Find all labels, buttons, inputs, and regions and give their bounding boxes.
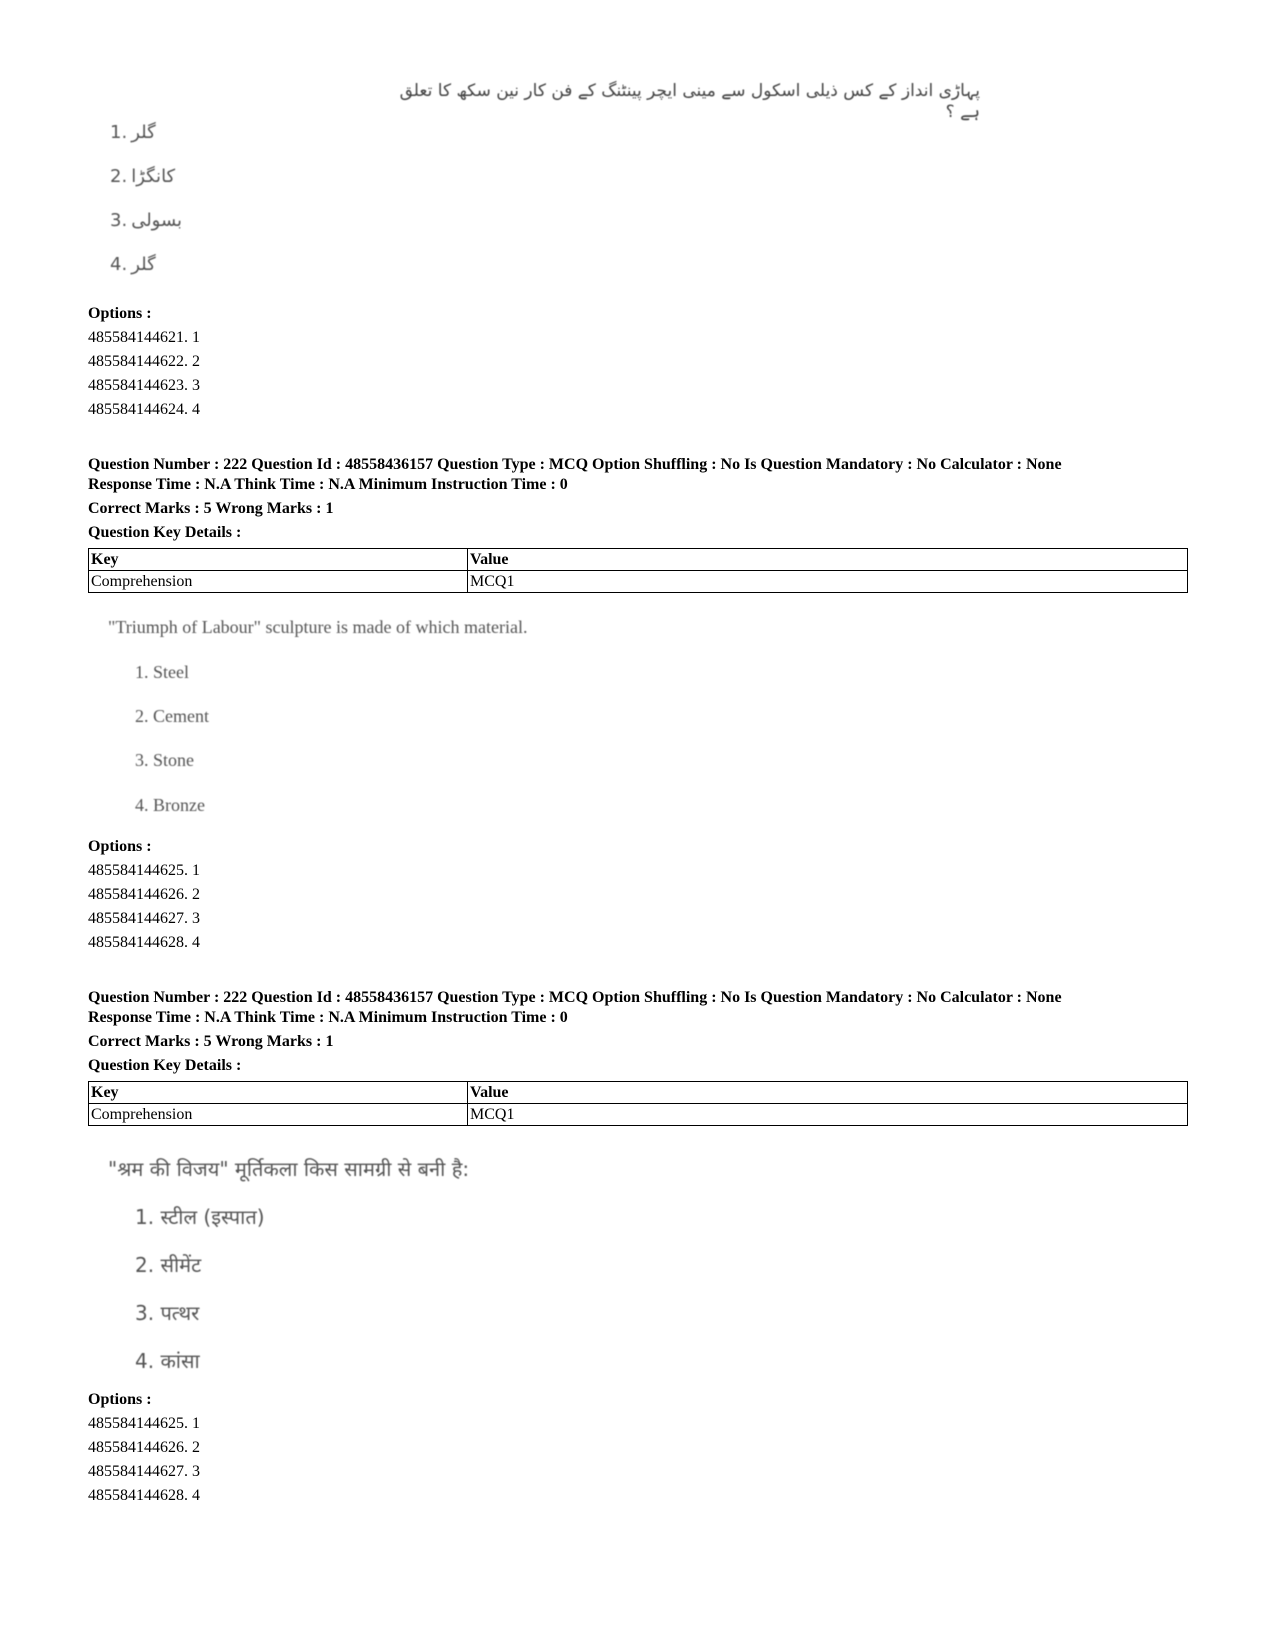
hindi-option: 4. कांसा	[135, 1349, 200, 1373]
option-id-line: 485584144626. 2	[88, 886, 200, 903]
option-id-line: 485584144621. 1	[88, 329, 200, 346]
urdu-option-3	[110, 210, 182, 231]
table-header-value: Value	[468, 549, 1188, 571]
hindi-option: 3. पत्थर	[135, 1301, 200, 1325]
question-key-table	[88, 1081, 1188, 1126]
hindi-option: 2. सीमेंट	[135, 1253, 202, 1277]
table-cell-key: Comprehension	[89, 571, 468, 593]
urdu-option-number: 4.	[110, 254, 128, 275]
urdu-option-1	[110, 122, 156, 143]
options-label: Options :	[88, 838, 152, 855]
hindi-question-text: "श्रम की विजय" मूर्तिकला किस सामग्री से बनी है:	[108, 1157, 470, 1181]
table-header-row	[89, 549, 1188, 571]
english-option: 4. Bronze	[135, 795, 205, 815]
table-header-row	[89, 1082, 1188, 1104]
question-meta-line: Question Number : 222 Question Id : 48558436157 Question Type : MCQ Option Shuffling : No Is Question Mandatory : No Calculator : None	[88, 989, 1062, 1006]
option-id-line: 485584144628. 4	[88, 1487, 200, 1504]
english-option: 1. Steel	[135, 662, 189, 682]
option-id-line: 485584144628. 4	[88, 934, 200, 951]
english-option: 2. Cement	[135, 706, 209, 726]
urdu-option-2	[110, 166, 175, 187]
question-timing-line: Response Time : N.A Think Time : N.A Minimum Instruction Time : 0	[88, 476, 568, 493]
table-cell-value: MCQ1	[468, 571, 1188, 593]
option-id-line: 485584144627. 3	[88, 1463, 200, 1480]
table-header-key: Key	[89, 1082, 468, 1104]
table-cell-key: Comprehension	[89, 1104, 468, 1126]
urdu-option-text: بسولی	[131, 210, 183, 231]
urdu-option-text: گلر	[131, 254, 156, 275]
english-question-text: "Triumph of Labour" sculpture is made of which material.	[108, 617, 528, 637]
options-label: Options :	[88, 1391, 152, 1408]
english-option: 3. Stone	[135, 750, 195, 770]
urdu-option-4	[110, 254, 156, 275]
option-id-line: 485584144626. 2	[88, 1439, 200, 1456]
question-timing-line: Response Time : N.A Think Time : N.A Minimum Instruction Time : 0	[88, 1009, 568, 1026]
option-id-line: 485584144625. 1	[88, 862, 200, 879]
urdu-option-number: 1.	[110, 122, 128, 143]
urdu-option-number: 3.	[110, 210, 128, 231]
table-row	[89, 1104, 1188, 1126]
urdu-question-text: پہاڑی انداز کے کس ذیلی اسکول سے مینی ایچر پینٹنگ کے فن کار نین سکھ کا تعلق ہے ؟	[399, 81, 980, 122]
urdu-option-text: کانگڑا	[131, 166, 176, 187]
option-id-line: 485584144625. 1	[88, 1415, 200, 1432]
option-id-line: 485584144623. 3	[88, 377, 200, 394]
table-header-key: Key	[89, 549, 468, 571]
key-details-label: Question Key Details :	[88, 1057, 242, 1074]
question-key-table	[88, 548, 1188, 593]
urdu-option-text: گلر	[131, 122, 156, 143]
table-cell-value: MCQ1	[468, 1104, 1188, 1126]
option-id-line: 485584144624. 4	[88, 401, 200, 418]
urdu-option-number: 2.	[110, 166, 128, 187]
marks-line: Correct Marks : 5 Wrong Marks : 1	[88, 500, 334, 517]
option-id-line: 485584144627. 3	[88, 910, 200, 927]
table-header-value: Value	[468, 1082, 1188, 1104]
option-id-line: 485584144622. 2	[88, 353, 200, 370]
table-row	[89, 571, 1188, 593]
options-label: Options :	[88, 305, 152, 322]
marks-line: Correct Marks : 5 Wrong Marks : 1	[88, 1033, 334, 1050]
question-meta-line: Question Number : 222 Question Id : 48558436157 Question Type : MCQ Option Shuffling : No Is Question Mandatory : No Calculator : None	[88, 456, 1062, 473]
hindi-option: 1. स्टील (इस्पात)	[135, 1205, 265, 1229]
key-details-label: Question Key Details :	[88, 524, 242, 541]
